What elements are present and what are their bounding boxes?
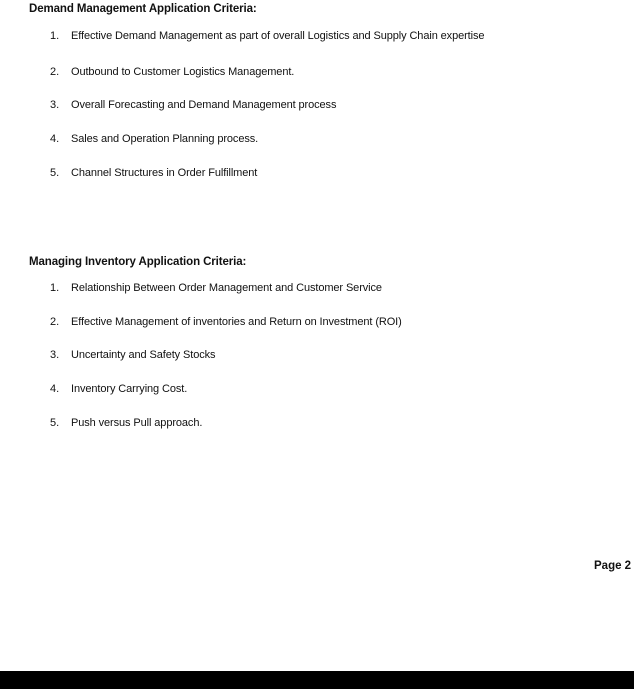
list-item-text: Overall Forecasting and Demand Management process xyxy=(71,99,337,111)
list-item-number: 5. xyxy=(50,417,60,429)
list-item-number: 2. xyxy=(50,66,60,78)
section-heading-demand-management: Demand Management Application Criteria: xyxy=(29,3,257,15)
list-item-number: 1. xyxy=(50,30,60,42)
list-item-number: 4. xyxy=(50,133,60,145)
bottom-bar xyxy=(0,671,634,689)
list-item-number: 3. xyxy=(50,99,60,111)
list-item-text: Effective Management of inventories and Return on Investment (ROI) xyxy=(71,316,402,328)
list-item-number: 3. xyxy=(50,349,60,361)
list-item-number: 5. xyxy=(50,167,60,179)
list-item-text: Relationship Between Order Management and Customer Service xyxy=(71,282,382,294)
list-item-text: Effective Demand Management as part of overall Logistics and Supply Chain expertise xyxy=(71,30,485,42)
list-item-text: Channel Structures in Order Fulfillment xyxy=(71,167,258,179)
section-heading-managing-inventory: Managing Inventory Application Criteria: xyxy=(29,256,247,268)
list-item-text: Sales and Operation Planning process. xyxy=(71,133,259,145)
list-item-text: Uncertainty and Safety Stocks xyxy=(71,349,216,361)
list-item-number: 2. xyxy=(50,316,60,328)
list-item-text: Push versus Pull approach. xyxy=(71,417,203,429)
list-item-text: Outbound to Customer Logistics Management. xyxy=(71,66,295,78)
page-number: Page 2 xyxy=(594,560,632,572)
list-item-text: Inventory Carrying Cost. xyxy=(71,383,188,395)
list-item-number: 4. xyxy=(50,383,60,395)
list-item-number: 1. xyxy=(50,282,60,294)
